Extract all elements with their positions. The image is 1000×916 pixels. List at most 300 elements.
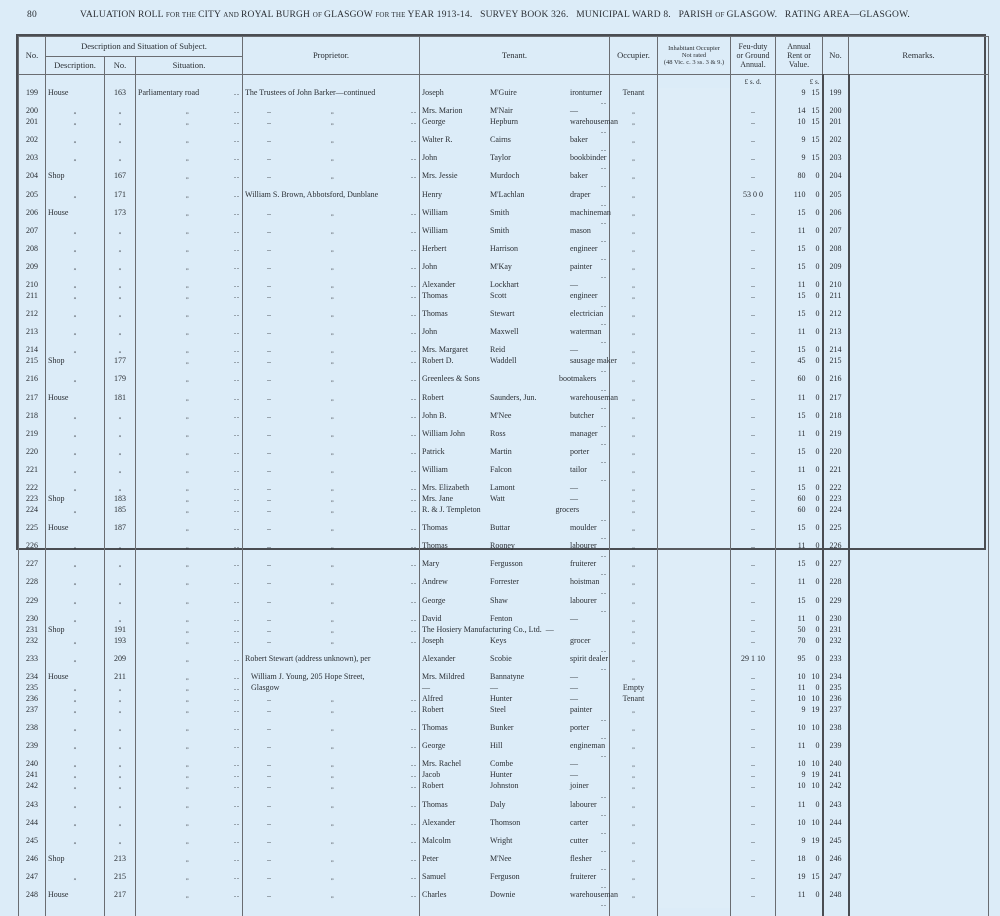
- description: [46, 705, 105, 723]
- tenant-first-name: Malcolm: [422, 835, 451, 845]
- street-number-text: 171: [114, 189, 126, 199]
- page-title-part: ROYAL BURGH: [240, 10, 313, 20]
- entry-number-right-text: 245: [829, 835, 842, 845]
- tenant-occupation: grocers: [555, 505, 580, 515]
- street-number: [105, 759, 136, 770]
- feu-duty-text: ..: [751, 705, 755, 715]
- situation: [136, 429, 243, 447]
- rent-pounds: 60: [797, 505, 806, 515]
- tenant-surname: Cairns: [490, 135, 511, 145]
- tenant-occupation: sausage maker: [570, 356, 617, 366]
- header-rent-line1: Annual: [787, 42, 811, 51]
- description: [46, 465, 105, 483]
- description: [46, 374, 105, 392]
- entry-number: [19, 291, 46, 309]
- description: [46, 781, 105, 799]
- proprietor-text: „: [331, 744, 334, 751]
- rent-shillings: 10: [811, 694, 820, 704]
- tenant-surname: Smith: [490, 225, 510, 235]
- inhabitant-occupier: [658, 374, 731, 392]
- rent-pounds: 10: [797, 759, 806, 769]
- entry-number-right-text: 215: [829, 356, 842, 366]
- leader-dots: ..: [234, 817, 240, 827]
- proprietor: [243, 559, 420, 577]
- description: [46, 741, 105, 759]
- feu-duty-text: ..: [751, 428, 755, 438]
- description-text: „: [73, 467, 77, 474]
- header-occupier: Occupier.: [610, 37, 658, 75]
- leader-dots: ..: [234, 410, 240, 420]
- tenant-occupation: machineman: [570, 207, 611, 217]
- leader-dots: ..: [411, 781, 417, 791]
- tenant-surname: Forrester: [490, 577, 519, 587]
- rent-shillings: 0: [815, 624, 820, 634]
- street-number: [105, 153, 136, 171]
- tenant: [420, 262, 610, 280]
- rent-pounds: 10: [797, 671, 806, 681]
- street-number: [105, 171, 136, 189]
- tenant-occupation: cutter: [570, 835, 589, 845]
- street-number-text: „: [118, 348, 122, 355]
- entry-number-right-text: 238: [829, 723, 842, 733]
- feu-duty-text: ..: [751, 345, 755, 355]
- tenant-occupation: —: [570, 770, 578, 780]
- proprietor-text: „: [331, 726, 334, 733]
- entry-number-text: 236: [26, 694, 38, 704]
- street-number-text: „: [118, 413, 122, 420]
- leader-dots: ..: [267, 356, 271, 366]
- annual-rent: [776, 836, 823, 854]
- tenant-occupation: —: [545, 624, 554, 634]
- occupier-text: „: [632, 820, 635, 827]
- annual-rent: [776, 694, 823, 705]
- entry-number-text: 206: [26, 207, 38, 217]
- proprietor-text: The Trustees of John Barker—continued: [245, 88, 376, 97]
- tenant: [420, 106, 610, 117]
- rent-shillings: 0: [815, 853, 820, 863]
- leader-dots: ..: [234, 624, 240, 634]
- entry-number-right-text: 209: [829, 261, 842, 271]
- tenant-occupation: hoistman: [570, 577, 600, 587]
- occupier-text: „: [632, 246, 635, 253]
- situation: [136, 88, 243, 106]
- rent-shillings: 10: [811, 723, 820, 733]
- situation-text: „: [186, 838, 189, 845]
- occupier-text: „: [632, 856, 635, 863]
- description-text: „: [73, 294, 77, 301]
- table-row: [19, 208, 989, 226]
- remarks: [849, 741, 989, 759]
- tenant-surname: Falcon: [490, 464, 512, 474]
- entry-number: [19, 327, 46, 345]
- entry-number-right-text: 246: [829, 853, 842, 863]
- situation: [136, 614, 243, 625]
- occupier: [610, 625, 658, 636]
- tenant-surname: Lamont: [490, 483, 515, 493]
- description-text: „: [73, 616, 77, 623]
- leader-dots: ..: [411, 505, 417, 515]
- tenant-first-name: William John: [422, 428, 466, 438]
- feu-duty: [731, 505, 776, 523]
- description-text: „: [73, 312, 77, 319]
- tenant-occupation: engineman: [570, 741, 606, 751]
- table-row: [19, 800, 989, 818]
- description-text: Shop: [48, 494, 65, 504]
- remarks: [849, 88, 989, 106]
- inhabitant-occupier: [658, 672, 731, 683]
- leader-dots: ..: [601, 644, 607, 654]
- remarks: [849, 345, 989, 356]
- leader-dots: ..: [234, 671, 240, 681]
- filler-row: [19, 908, 989, 916]
- rent-shillings: 0: [815, 428, 820, 438]
- description-text: „: [73, 838, 77, 845]
- situation: [136, 280, 243, 291]
- remarks: [849, 759, 989, 770]
- rent-units: £ s.: [776, 75, 823, 89]
- page-number: 80: [27, 10, 37, 20]
- occupier-text: „: [632, 348, 635, 355]
- feu-duty: [731, 447, 776, 465]
- entry-number-right-text: 221: [829, 464, 842, 474]
- description: [46, 890, 105, 908]
- street-number: [105, 854, 136, 872]
- remarks: [849, 781, 989, 799]
- entry-number: [19, 614, 46, 625]
- tenant-surname: Martin: [490, 446, 512, 456]
- situation-text: „: [186, 228, 189, 235]
- tenant-first-name: Walter R.: [422, 135, 453, 145]
- proprietor-text: „: [331, 497, 334, 504]
- tenant-occupation: manager: [570, 428, 598, 438]
- proprietor-text: „: [331, 449, 334, 456]
- leader-dots: ..: [601, 808, 607, 818]
- proprietor-text: „: [331, 264, 334, 271]
- tenant-first-name: Alexander: [422, 817, 456, 827]
- entry-number: [19, 672, 46, 683]
- units-row: [19, 75, 989, 89]
- leader-dots: ..: [411, 817, 417, 827]
- tenant-occupation: baker: [570, 135, 588, 145]
- street-number: [105, 117, 136, 135]
- inhabitant-occupier: [658, 226, 731, 244]
- feu-duty: [731, 523, 776, 541]
- inhabitant-occupier: [658, 654, 731, 672]
- leader-dots: ..: [411, 356, 417, 366]
- tenant-surname: Rooney: [490, 541, 515, 551]
- occupier-text: „: [632, 562, 635, 569]
- entry-number-right: [823, 625, 849, 636]
- rent-shillings: 0: [815, 523, 820, 533]
- leader-dots: ..: [411, 279, 417, 289]
- description: [46, 483, 105, 494]
- situation-text: „: [186, 656, 189, 663]
- leader-dots: ..: [234, 577, 240, 587]
- street-number-text: „: [118, 109, 122, 116]
- entry-number-text: 224: [26, 505, 38, 515]
- leader-dots: ..: [411, 541, 417, 551]
- leader-dots: ..: [411, 694, 417, 704]
- table-row: [19, 723, 989, 741]
- rent-shillings: 0: [815, 243, 820, 253]
- leader-dots: ..: [234, 494, 240, 504]
- description: [46, 577, 105, 595]
- tenant: [420, 309, 610, 327]
- occupier-text: „: [632, 413, 635, 420]
- leader-dots: ..: [234, 741, 240, 751]
- page-title-part: OF: [715, 11, 727, 19]
- leader-dots: ..: [411, 117, 417, 127]
- street-number: [105, 741, 136, 759]
- rent-shillings: 0: [815, 635, 820, 645]
- description-text: „: [73, 449, 77, 456]
- leader-dots: ..: [234, 523, 240, 533]
- tenant-first-name: Herbert: [422, 243, 447, 253]
- description-text: „: [73, 697, 77, 704]
- tenant-occupation: tailor: [570, 464, 587, 474]
- occupier-text: „: [632, 802, 635, 809]
- tenant-first-name: William: [422, 207, 448, 217]
- entry-number-right: [823, 654, 849, 672]
- entry-number-text: 208: [26, 243, 38, 253]
- tenant-first-name: William: [422, 464, 448, 474]
- situation-text: Parliamentary road: [138, 88, 200, 97]
- remarks: [849, 429, 989, 447]
- remarks: [849, 854, 989, 872]
- leader-dots: ..: [267, 494, 271, 504]
- leader-dots: ..: [234, 541, 240, 551]
- tenant-occupation: porter: [570, 723, 590, 733]
- entry-number-right-text: 234: [829, 671, 842, 681]
- rent-pounds: 80: [797, 171, 806, 181]
- description: [46, 345, 105, 356]
- leader-dots: ..: [411, 261, 417, 271]
- annual-rent: [776, 636, 823, 654]
- entry-number-text: 220: [26, 446, 38, 456]
- situation: [136, 741, 243, 759]
- rent-shillings: 0: [815, 189, 820, 199]
- entry-number-text: 204: [26, 171, 38, 181]
- rent-pounds: 11: [797, 683, 806, 692]
- table-row: [19, 262, 989, 280]
- entry-number-right-text: 200: [829, 106, 842, 116]
- remarks: [849, 153, 989, 171]
- annual-rent: [776, 800, 823, 818]
- proprietor-text: „: [331, 282, 334, 289]
- street-number-text: „: [118, 686, 122, 692]
- entry-number-right-text: 241: [829, 770, 842, 780]
- feu-duty: [731, 759, 776, 770]
- feu-duty: [731, 106, 776, 117]
- street-number: [105, 429, 136, 447]
- leader-dots: ..: [234, 799, 240, 809]
- tenant-first-name: Robert: [422, 392, 444, 402]
- remarks: [849, 291, 989, 309]
- tenant-surname: M'Guire: [490, 88, 517, 97]
- description: [46, 636, 105, 654]
- tenant: [420, 429, 610, 447]
- inhabitant-occupier: [658, 393, 731, 411]
- tenant: [420, 614, 610, 625]
- situation-text: „: [186, 359, 189, 366]
- proprietor: [243, 781, 420, 799]
- description-text: „: [73, 580, 77, 587]
- feu-duty-text: ..: [751, 135, 755, 145]
- proprietor-text: „: [331, 820, 334, 827]
- entry-number-right: [823, 672, 849, 683]
- table-row: [19, 654, 989, 672]
- proprietor-text: „: [331, 294, 334, 301]
- feu-duty-text: ..: [751, 356, 755, 366]
- entry-number-right: [823, 327, 849, 345]
- proprietor-text: William J. Young, 205 Hope Street,: [245, 671, 365, 681]
- annual-rent: [776, 770, 823, 781]
- situation-text: „: [186, 395, 189, 402]
- entry-number: [19, 483, 46, 494]
- street-number: [105, 327, 136, 345]
- inhabitant-occupier: [658, 465, 731, 483]
- entry-number: [19, 800, 46, 818]
- feu-duty-text: ..: [751, 835, 755, 845]
- tenant-first-name: The Hosiery Manufacturing Co., Ltd.: [422, 624, 542, 634]
- leader-dots: ..: [411, 243, 417, 253]
- occupier-text: „: [632, 282, 635, 289]
- inhabitant-occupier: [658, 614, 731, 625]
- feu-duty-text: ..: [751, 291, 755, 301]
- occupier-text: „: [632, 174, 635, 181]
- leader-dots: ..: [234, 117, 240, 127]
- proprietor: [243, 106, 420, 117]
- leader-dots: ..: [267, 835, 271, 845]
- table-row: [19, 854, 989, 872]
- entry-number: [19, 280, 46, 291]
- tenant: [420, 244, 610, 262]
- situation: [136, 356, 243, 374]
- entry-number-text: 216: [26, 374, 38, 384]
- proprietor: [243, 494, 420, 505]
- proprietor: [243, 135, 420, 153]
- entry-number: [19, 818, 46, 836]
- description-text: House: [48, 671, 69, 681]
- occupier-text: „: [632, 467, 635, 474]
- leader-dots: ..: [411, 106, 417, 116]
- entry-number: [19, 494, 46, 505]
- entry-number-text: 228: [26, 577, 38, 587]
- table-row: [19, 429, 989, 447]
- rent-shillings: 15: [811, 106, 820, 116]
- inhabitant-occupier: [658, 345, 731, 356]
- occupier-text: „: [632, 359, 635, 366]
- tenant-occupation: —: [570, 345, 578, 355]
- table-row: [19, 818, 989, 836]
- tenant: [420, 781, 610, 799]
- rent-pounds: 11: [797, 225, 806, 235]
- annual-rent: [776, 505, 823, 523]
- street-number: [105, 411, 136, 429]
- tenant-occupation: warehouseman: [570, 392, 618, 402]
- table-row: [19, 694, 989, 705]
- entry-number-right: [823, 280, 849, 291]
- street-number: [105, 694, 136, 705]
- feu-duty: [731, 135, 776, 153]
- inhabitant-occupier: [658, 872, 731, 890]
- header-inhabitant-line1: Inhabitant Occupier: [668, 45, 720, 52]
- entry-number: [19, 309, 46, 327]
- leader-dots: ..: [411, 770, 417, 780]
- situation-text: „: [186, 109, 189, 116]
- entry-number-right: [823, 505, 849, 523]
- tenant-occupation: electrician: [570, 309, 604, 319]
- tenant-surname: M'Nee: [490, 853, 512, 863]
- remarks: [849, 309, 989, 327]
- proprietor: [243, 523, 420, 541]
- occupier-text: „: [632, 264, 635, 271]
- occupier-text: „: [632, 638, 635, 645]
- leader-dots: ..: [267, 635, 271, 645]
- rent-shillings: 0: [815, 309, 820, 319]
- entry-number-right-text: 220: [829, 446, 842, 456]
- tenant-surname: Bannatyne: [490, 671, 525, 681]
- tenant-occupation: warehouseman: [570, 890, 618, 900]
- tenant-surname: Downie: [490, 890, 516, 900]
- entry-number-right: [823, 818, 849, 836]
- leader-dots: ..: [601, 899, 607, 909]
- tenant-first-name: John B.: [422, 410, 447, 420]
- entry-number-right-text: 212: [829, 309, 842, 319]
- table-row: [19, 559, 989, 577]
- situation-text: „: [186, 486, 189, 493]
- tenant-surname: Taylor: [490, 153, 511, 163]
- description: [46, 280, 105, 291]
- leader-dots: ..: [267, 464, 271, 474]
- situation-text: „: [186, 246, 189, 253]
- remarks: [849, 135, 989, 153]
- entry-number: [19, 262, 46, 280]
- leader-dots: ..: [411, 446, 417, 456]
- rent-pounds: 10: [797, 781, 806, 791]
- street-number: [105, 244, 136, 262]
- entry-number-right: [823, 465, 849, 483]
- street-number-text: 179: [114, 374, 126, 384]
- header-rent-line3: Value.: [788, 60, 810, 69]
- entry-number-right-text: 248: [829, 890, 842, 900]
- rent-shillings: 0: [815, 327, 820, 337]
- description: [46, 171, 105, 189]
- description: [46, 262, 105, 280]
- inhabitant-occupier: [658, 356, 731, 374]
- entry-number-right: [823, 559, 849, 577]
- inhabitant-occupier: [658, 190, 731, 208]
- proprietor: [243, 654, 420, 672]
- leader-dots: ..: [234, 781, 240, 791]
- entry-number-right: [823, 291, 849, 309]
- entry-number-text: 231: [26, 624, 38, 634]
- leader-dots: ..: [267, 577, 271, 587]
- situation-text: „: [186, 348, 189, 355]
- tenant-surname: Stewart: [490, 309, 515, 319]
- proprietor-text: „: [331, 348, 334, 355]
- table-row: [19, 596, 989, 614]
- tenant-occupation: flesher: [570, 853, 592, 863]
- feu-duty: [731, 672, 776, 683]
- tenant: [420, 327, 610, 345]
- feu-duty: [731, 596, 776, 614]
- proprietor: [243, 244, 420, 262]
- feu-duty: [731, 208, 776, 226]
- leader-dots: ..: [267, 345, 271, 355]
- situation-text: „: [186, 431, 189, 438]
- rent-pounds: 11: [797, 279, 806, 289]
